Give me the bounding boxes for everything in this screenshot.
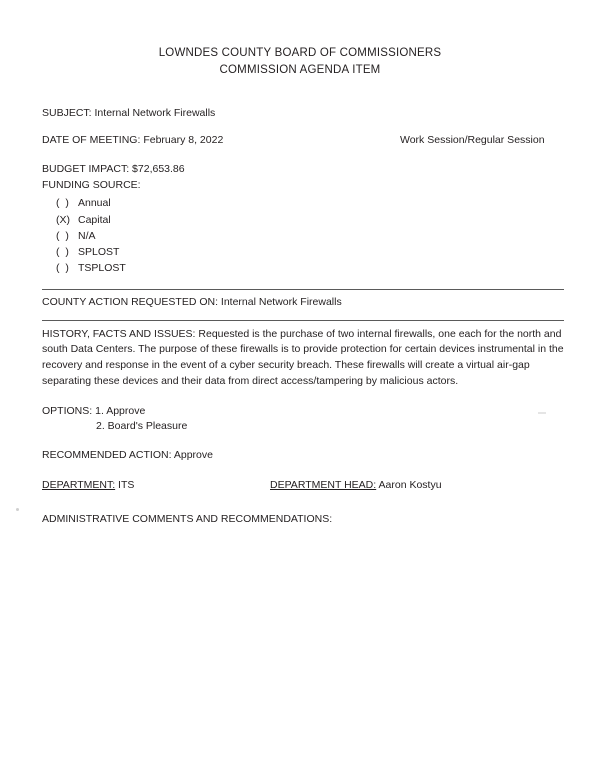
county-action-row	[42, 296, 564, 308]
department-label: DEPARTMENT:	[42, 479, 116, 492]
funding-option-na[interactable]	[56, 228, 564, 244]
checkbox-annual[interactable]: ( )	[56, 197, 69, 210]
header-line-board: LOWNDES COUNTY BOARD OF COMMISSIONERS	[158, 47, 442, 59]
budget-row	[42, 162, 564, 177]
divider-below-county-action	[42, 320, 564, 321]
options-row	[42, 404, 564, 420]
funding-option-label-na: N/A	[78, 229, 96, 242]
recommended-action-label: RECOMMENDED ACTION:	[42, 449, 172, 462]
session-note: Work Session/Regular Session	[400, 133, 545, 146]
checkbox-splost[interactable]: ( )	[56, 246, 69, 259]
options-item-2: 2. Board's Pleasure	[96, 420, 188, 433]
funding-option-capital[interactable]	[56, 212, 564, 228]
funding-option-splost[interactable]	[56, 244, 564, 260]
checkbox-tsplost[interactable]: ( )	[56, 262, 69, 275]
recommended-action-row	[42, 449, 564, 461]
history-text: Requested is the purchase of two internal firewalls, one each for the north and south Data Centers. The purpose of these firewalls is to provide protection for certain devices instrumental in the recovery and response in the event of a cyber security breach. These firewalls will create a virtual air-gap separating these devices and their data from direct access/tampering by malicious actors.	[42, 327, 564, 387]
document-header	[0, 45, 600, 80]
funding-option-tsplost[interactable]	[56, 260, 564, 276]
document-body	[0, 106, 600, 526]
options-label: OPTIONS:	[42, 404, 93, 417]
checkbox-na[interactable]: ( )	[56, 229, 69, 242]
funding-source-label: FUNDING SOURCE:	[42, 179, 141, 192]
funding-option-label-tsplost: TSPLOST	[78, 262, 126, 275]
history-paragraph	[42, 327, 564, 390]
funding-option-label-annual: Annual	[78, 197, 111, 210]
funding-option-annual[interactable]	[56, 195, 564, 211]
department-value: ITS	[118, 479, 135, 492]
department-head-label: DEPARTMENT HEAD:	[270, 479, 377, 492]
subject-value: Internal Network Firewalls	[94, 106, 216, 119]
checkbox-capital[interactable]: (X)	[56, 213, 70, 226]
scan-artifact-right	[538, 412, 546, 414]
funding-option-label-capital: Capital	[78, 213, 111, 226]
department-head-value: Aaron Kostyu	[378, 479, 442, 492]
scan-artifact-left	[16, 508, 19, 511]
county-action-label: COUNTY ACTION REQUESTED ON:	[42, 295, 218, 308]
department-row	[42, 479, 564, 495]
recommended-action-value: Approve	[173, 449, 213, 462]
budget-label: BUDGET IMPACT:	[42, 162, 130, 175]
subject-row	[42, 106, 564, 121]
department-head-group	[270, 479, 442, 491]
funding-source-row	[42, 178, 564, 193]
date-label: DATE OF MEETING:	[42, 133, 141, 146]
funding-option-label-splost: SPLOST	[78, 246, 120, 259]
administrative-comments-label: ADMINISTRATIVE COMMENTS AND RECOMMENDATIONS:	[42, 513, 333, 526]
county-action-value: Internal Network Firewalls	[220, 295, 342, 308]
subject-label: SUBJECT:	[42, 106, 92, 119]
date-row	[42, 133, 564, 148]
history-label: HISTORY, FACTS AND ISSUES:	[42, 327, 196, 340]
budget-value: $72,653.86	[132, 162, 185, 175]
funding-source-options	[42, 195, 564, 276]
options-item-1: 1. Approve	[95, 404, 146, 417]
divider-above-county-action	[42, 289, 564, 290]
date-value: February 8, 2022	[143, 133, 224, 146]
header-line-agenda: COMMISSION AGENDA ITEM	[219, 64, 381, 77]
options-block	[42, 404, 564, 436]
